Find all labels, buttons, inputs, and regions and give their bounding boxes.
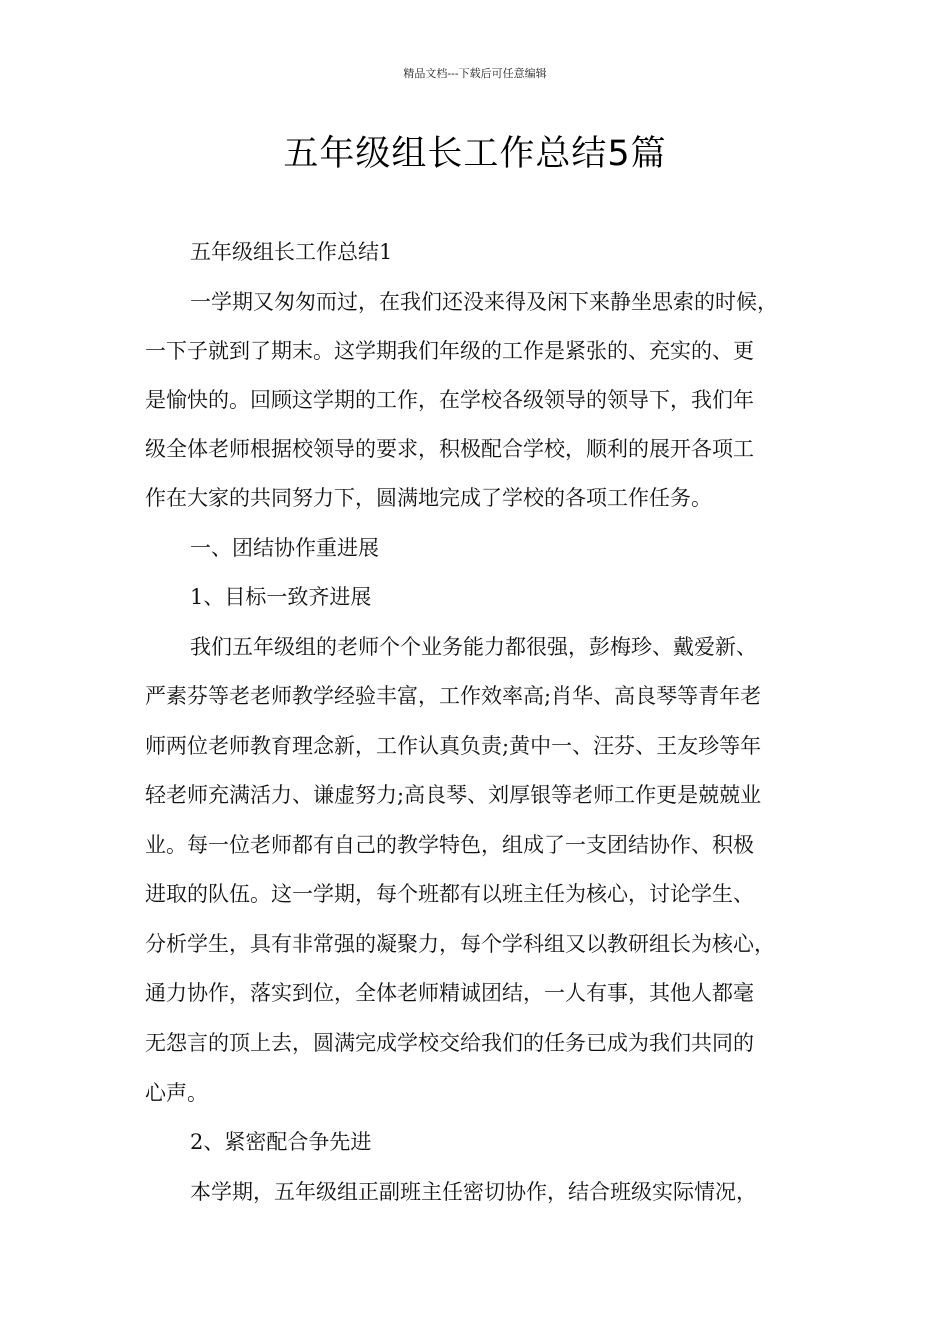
paragraph-line: 本学期，五年级组正副班主任密切协作，结合班级实际情况， bbox=[190, 1180, 757, 1204]
paragraph-line: 通力协作，落实到位，全体老师精诚团结，一人有事，其他人都毫 bbox=[145, 981, 754, 1005]
document-title: 五年级组长工作总结5篇 bbox=[283, 134, 667, 174]
paragraph-line: 严素芬等老老师教学经验丰富，工作效率高;肖华、高良琴等青年老 bbox=[145, 684, 762, 708]
paragraph-line: 进取的队伍。这一学期，每个班都有以班主任为核心，讨论学生、 bbox=[145, 882, 754, 906]
paragraph-line: 心声。 bbox=[145, 1081, 208, 1105]
paragraph-line: 轻老师充满活力、谦虚努力;高良琴、刘厚银等老师工作更是兢兢业 bbox=[145, 783, 762, 807]
paragraph-line: 一学期又匆匆而过，在我们还没来得及闲下来静坐思索的时候， bbox=[190, 290, 778, 314]
paragraph-line: 我们五年级组的老师个个业务能力都很强，彭梅珍、戴爱新、 bbox=[190, 635, 757, 659]
paragraph-line: 无怨言的顶上去，圆满完成学校交给我们的任务已成为我们共同的 bbox=[145, 1031, 754, 1055]
section-heading: 五年级组长工作总结1 bbox=[190, 240, 393, 264]
paragraph-line: 业。每一位老师都有自己的教学特色，组成了一支团结协作、积极 bbox=[145, 833, 754, 857]
paragraph-line: 师两位老师教育理念新，工作认真负责;黄中一、汪芬、王友珍等年 bbox=[145, 734, 762, 758]
subsection-heading: 2、紧密配合争先进 bbox=[190, 1130, 372, 1154]
paragraph-line: 是愉快的。回顾这学期的工作，在学校各级领导的领导下，我们年 bbox=[145, 388, 754, 412]
paragraph-line: 级全体老师根据校领导的要求，积极配合学校，顺利的展开各项工 bbox=[145, 437, 754, 461]
header-note: 精品文档---下载后可任意编辑 bbox=[403, 67, 547, 80]
paragraph-line: 分析学生，具有非常强的凝聚力，每个学科组又以教研组长为核心， bbox=[145, 932, 775, 956]
paragraph-line: 作在大家的共同努力下，圆满地完成了学校的各项工作任务。 bbox=[145, 486, 712, 510]
paragraph-line: 一下子就到了期末。这学期我们年级的工作是紧张的、充实的、更 bbox=[145, 339, 754, 363]
section-heading: 一、团结协作重进展 bbox=[190, 536, 379, 560]
subsection-heading: 1、目标一致齐进展 bbox=[190, 585, 372, 609]
